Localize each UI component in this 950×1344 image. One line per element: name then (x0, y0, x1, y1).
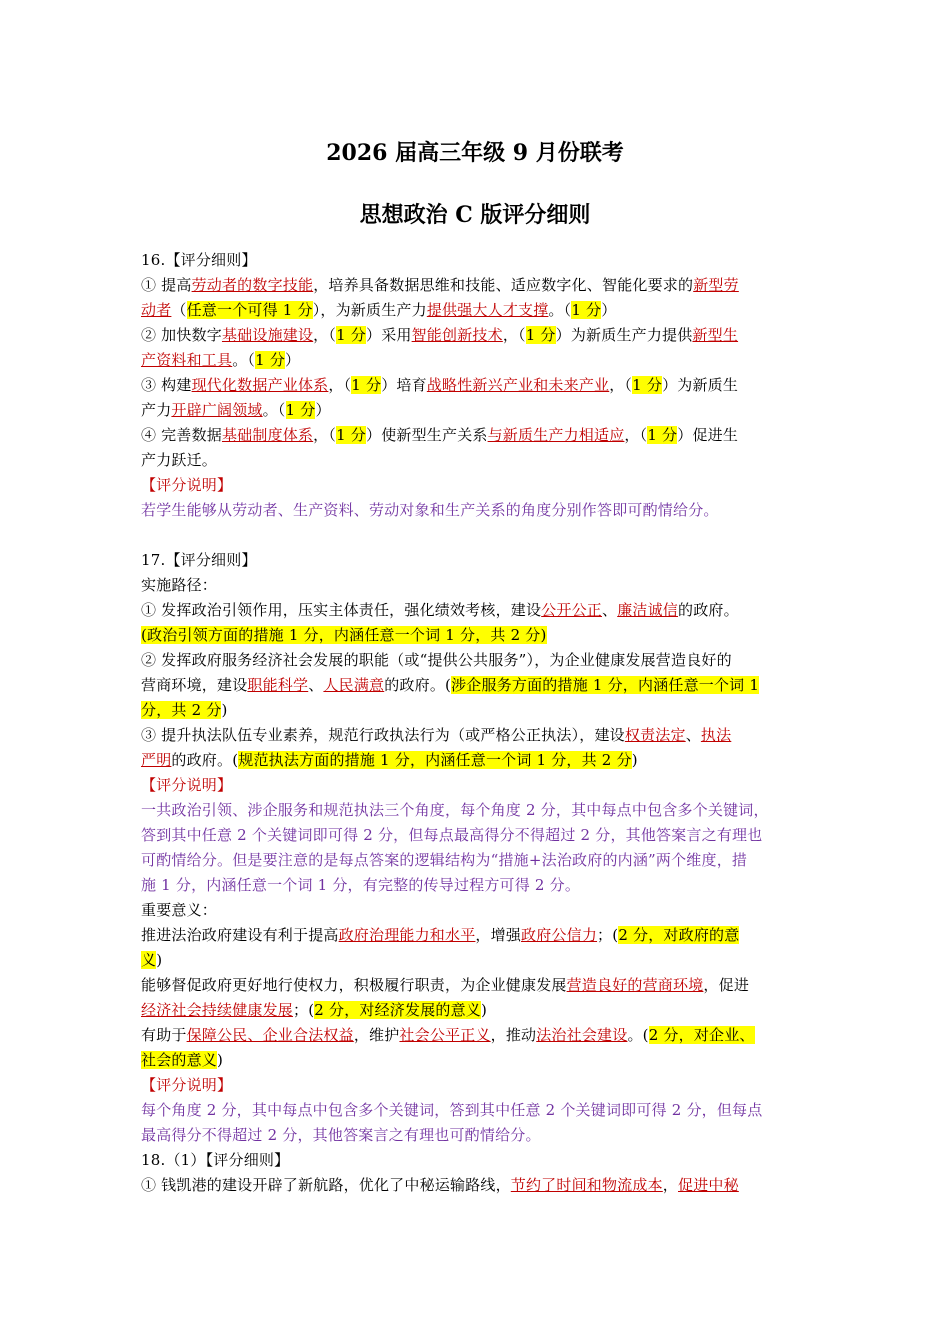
text-line (141, 1123, 813, 1148)
key-term: 人民满意 (323, 676, 385, 694)
text-segment: ，维护 (353, 1026, 400, 1044)
scoring-note: 若学生能够从劳动者、生产资料、劳动对象和生产关系的角度分别作答即可酌情给分。 (141, 501, 719, 519)
text-line (141, 248, 813, 273)
key-term: 营造良好的营商环境 (566, 976, 704, 994)
text-segment: ，推动 (490, 1026, 537, 1044)
section-label: 【评分说明】 (141, 1076, 233, 1094)
key-term: 提供强大人才支撑 (426, 301, 549, 319)
text-line (141, 498, 813, 523)
score-highlight: 1 分 (336, 326, 366, 344)
text-segment: 实施路径： (141, 576, 218, 594)
text-segment: ） (315, 401, 331, 419)
text-segment: ③ 提升执法队伍专业素养，规范行政执法行为（或严格公正执法），建设 (141, 726, 625, 744)
score-highlight: 1 分 (632, 376, 663, 394)
text-line (141, 1148, 813, 1173)
scoring-note: 可酌情给分。但是要注意的是每点答案的逻辑结构为“措施+法治政府的内涵”两个维度，措 (141, 851, 748, 869)
text-segment: ；( (293, 1001, 315, 1019)
text-line (141, 1173, 813, 1198)
score-highlight: 1 分 (525, 326, 556, 344)
text-line (141, 973, 813, 998)
text-line (141, 423, 813, 448)
text-segment: 。( (627, 1026, 649, 1044)
score-highlight: 涉企服务方面的措施 1 分，内涵任意一个词 1 (451, 676, 760, 694)
text-segment: 、 (601, 601, 618, 619)
text-line (141, 348, 813, 373)
key-term: 现代化数据产业体系 (191, 376, 329, 394)
key-term: 新型劳 (693, 276, 739, 294)
text-segment: ，增强 (475, 926, 522, 944)
score-highlight: 任意一个可得 1 分 (186, 301, 313, 319)
text-segment: ）为新质生 (662, 376, 739, 394)
text-segment: ，（ (502, 326, 526, 344)
text-segment: 有助于 (141, 1026, 187, 1044)
text-line (141, 748, 813, 773)
text-segment: ，（ (313, 426, 337, 444)
text-segment: 营商环境，建设 (141, 676, 248, 694)
key-term: 战略性新兴产业和未来产业 (426, 376, 610, 394)
score-highlight: 分，共 2 分 (141, 701, 222, 719)
text-segment: ④ 完善数据 (141, 426, 222, 444)
key-term: 社会公平正义 (399, 1026, 491, 1044)
text-line (141, 948, 813, 973)
text-line (141, 823, 813, 848)
key-term: 基础设施建设 (221, 326, 314, 344)
text-line (141, 723, 813, 748)
text-line (141, 523, 813, 548)
text-segment: ；( (597, 926, 619, 944)
page-title: 2026 届高三年级 9 月份联考 (326, 140, 624, 166)
text-segment: ① 钱凯港的建设开辟了新航路，优化了中秘运输路线， (141, 1176, 511, 1194)
key-term: 促进中秘 (678, 1176, 739, 1194)
key-term: 严明 (141, 751, 172, 769)
text-segment: ) (481, 1001, 488, 1019)
score-highlight: 1 分 (255, 351, 286, 369)
score-highlight: 2 分，对经济发展的意义 (314, 1001, 481, 1019)
text-line (141, 398, 813, 423)
score-highlight: 义 (141, 951, 157, 969)
text-line (141, 698, 813, 723)
key-term: 劳动者的数字技能 (191, 276, 314, 294)
scoring-note: 最高得分不得超过 2 分，其他答案言之有理也可酌情给分。 (141, 1126, 541, 1144)
text-segment: ）采用 (366, 326, 412, 344)
text-segment: ，促进 (703, 976, 750, 994)
key-term: 政府公信力 (521, 926, 598, 944)
text-segment: 。（ (232, 351, 256, 369)
score-highlight: 1 分 (336, 426, 366, 444)
text-line (141, 648, 813, 673)
text-line (141, 373, 813, 398)
score-highlight: 2 分，对企业、 (648, 1026, 755, 1044)
text-segment: ，（ (313, 326, 337, 344)
text-segment: ) (217, 1051, 224, 1069)
text-segment: 产力 (141, 401, 172, 419)
score-highlight: 社会的意义 (141, 1051, 218, 1069)
key-term: 节约了时间和物流成本 (510, 1176, 663, 1194)
text-segment: 推进法治政府建设有利于提高 (141, 926, 339, 944)
key-term: 公开公正 (541, 601, 602, 619)
text-line (141, 798, 813, 823)
key-term: 新型生 (692, 326, 739, 344)
text-segment: ，（ (609, 376, 633, 394)
text-segment: ② 发挥政府服务经济社会发展的职能（或“提供公共服务”），为企业健康发展营造良好的 (141, 651, 732, 669)
key-term: 职能科学 (247, 676, 309, 694)
text-line (141, 448, 813, 473)
score-highlight: 规范执法方面的措施 1 分，内涵任意一个词 1 分，共 2 分 (238, 751, 632, 769)
score-highlight: 1 分 (571, 301, 602, 319)
key-term: 廉洁诚信 (617, 601, 678, 619)
text-segment: 16.【评分细则】 (141, 251, 257, 269)
text-segment: ），为新质生产力 (312, 301, 427, 319)
text-segment: ） (285, 351, 301, 369)
text-segment: ) (156, 951, 163, 969)
text-line (141, 673, 813, 698)
key-term: 与新质生产力相适应 (487, 426, 625, 444)
text-segment: ② 加快数字 (141, 326, 222, 344)
text-segment: ）促进生 (677, 426, 739, 444)
text-line (141, 273, 813, 298)
text-segment: ，培养具备数据思维和技能、适应数字化、智能化要求的 (313, 276, 694, 294)
score-highlight: 2 分，对政府的意 (618, 926, 740, 944)
text-segment: ① 发挥政治引领作用，压实主体责任，强化绩效考核，建设 (141, 601, 542, 619)
text-line (141, 898, 813, 923)
text-line (141, 548, 813, 573)
text-line (141, 473, 813, 498)
text-segment: ， (662, 1176, 678, 1194)
text-line (141, 1073, 813, 1098)
text-line (141, 323, 813, 348)
text-line (141, 873, 813, 898)
text-segment: 的政府。( (384, 676, 452, 694)
scoring-note: 一共政治引领、涉企服务和规范执法三个角度，每个角度 2 分，其中每点中包含多个关键词， (141, 801, 769, 819)
score-highlight: 1 分 (351, 376, 382, 394)
score-highlight: 1 分 (647, 426, 678, 444)
text-segment: ，（ (624, 426, 648, 444)
text-segment: 17.【评分细则】 (141, 551, 257, 569)
text-segment: ) (631, 751, 638, 769)
key-term: 执法 (700, 726, 732, 744)
document-body (141, 248, 813, 1198)
key-term: 保障公民、企业合法权益 (186, 1026, 354, 1044)
text-line (141, 623, 813, 648)
scoring-note: 每个角度 2 分，其中每点中包含多个关键词，答到其中任意 2 个关键词即可得 2 分，但每点 (141, 1101, 763, 1119)
text-segment: 产力跃迁。 (141, 451, 218, 469)
scoring-note: 施 1 分，内涵任意一个词 1 分，有完整的传导过程方可得 2 分。 (141, 876, 581, 894)
text-line (141, 1048, 813, 1073)
text-segment: ) (221, 701, 228, 719)
text-line (141, 573, 813, 598)
key-term: 权责法定 (624, 726, 686, 744)
text-segment: 、 (308, 676, 324, 694)
text-segment: ）使新型生产关系 (366, 426, 488, 444)
text-segment: 的政府。 (678, 601, 739, 619)
key-term: 基础制度体系 (221, 426, 314, 444)
text-line (141, 598, 813, 623)
text-segment: 重要意义： (141, 901, 218, 919)
text-segment: 、 (685, 726, 701, 744)
text-line (141, 998, 813, 1023)
text-segment: ，（ (328, 376, 352, 394)
text-segment: 能够督促政府更好地行使权力，积极履行职责，为企业健康发展 (141, 976, 567, 994)
score-highlight: 1 分 (285, 401, 316, 419)
key-term: 智能创新技术 (411, 326, 503, 344)
score-highlight: (政治引领方面的措施 1 分，内涵任意一个词 1 分，共 2 分) (141, 626, 547, 644)
text-segment: 。（ (548, 301, 572, 319)
text-line (141, 1098, 813, 1123)
text-segment: （ (171, 301, 187, 319)
text-segment: 18.（1）【评分细则】 (141, 1151, 290, 1169)
text-line (141, 923, 813, 948)
text-line (141, 773, 813, 798)
text-segment: ③ 构建 (141, 376, 192, 394)
key-term: 法治社会建设 (536, 1026, 628, 1044)
section-label: 【评分说明】 (141, 776, 233, 794)
section-label: 【评分说明】 (141, 476, 233, 494)
text-line (141, 298, 813, 323)
scoring-note: 答到其中任意 2 个关键词即可得 2 分，但每点最高得分不得超过 2 分，其他答案言之有理也 (141, 826, 763, 844)
text-segment: ① 提高 (141, 276, 192, 294)
text-segment: ）为新质生产力提供 (555, 326, 693, 344)
text-segment: ） (601, 301, 617, 319)
key-term: 开辟广阔领域 (171, 401, 263, 419)
text-segment: 的政府。( (171, 751, 239, 769)
text-line (141, 848, 813, 873)
page-subtitle: 思想政治 C 版评分细则 (359, 202, 591, 228)
key-term: 产资料和工具 (141, 351, 233, 369)
text-segment: ）培育 (381, 376, 427, 394)
key-term: 政府治理能力和水平 (338, 926, 476, 944)
text-segment: 。（ (262, 401, 286, 419)
key-term: 动者 (141, 301, 172, 319)
key-term: 经济社会持续健康发展 (141, 1001, 294, 1019)
text-line (141, 1023, 813, 1048)
